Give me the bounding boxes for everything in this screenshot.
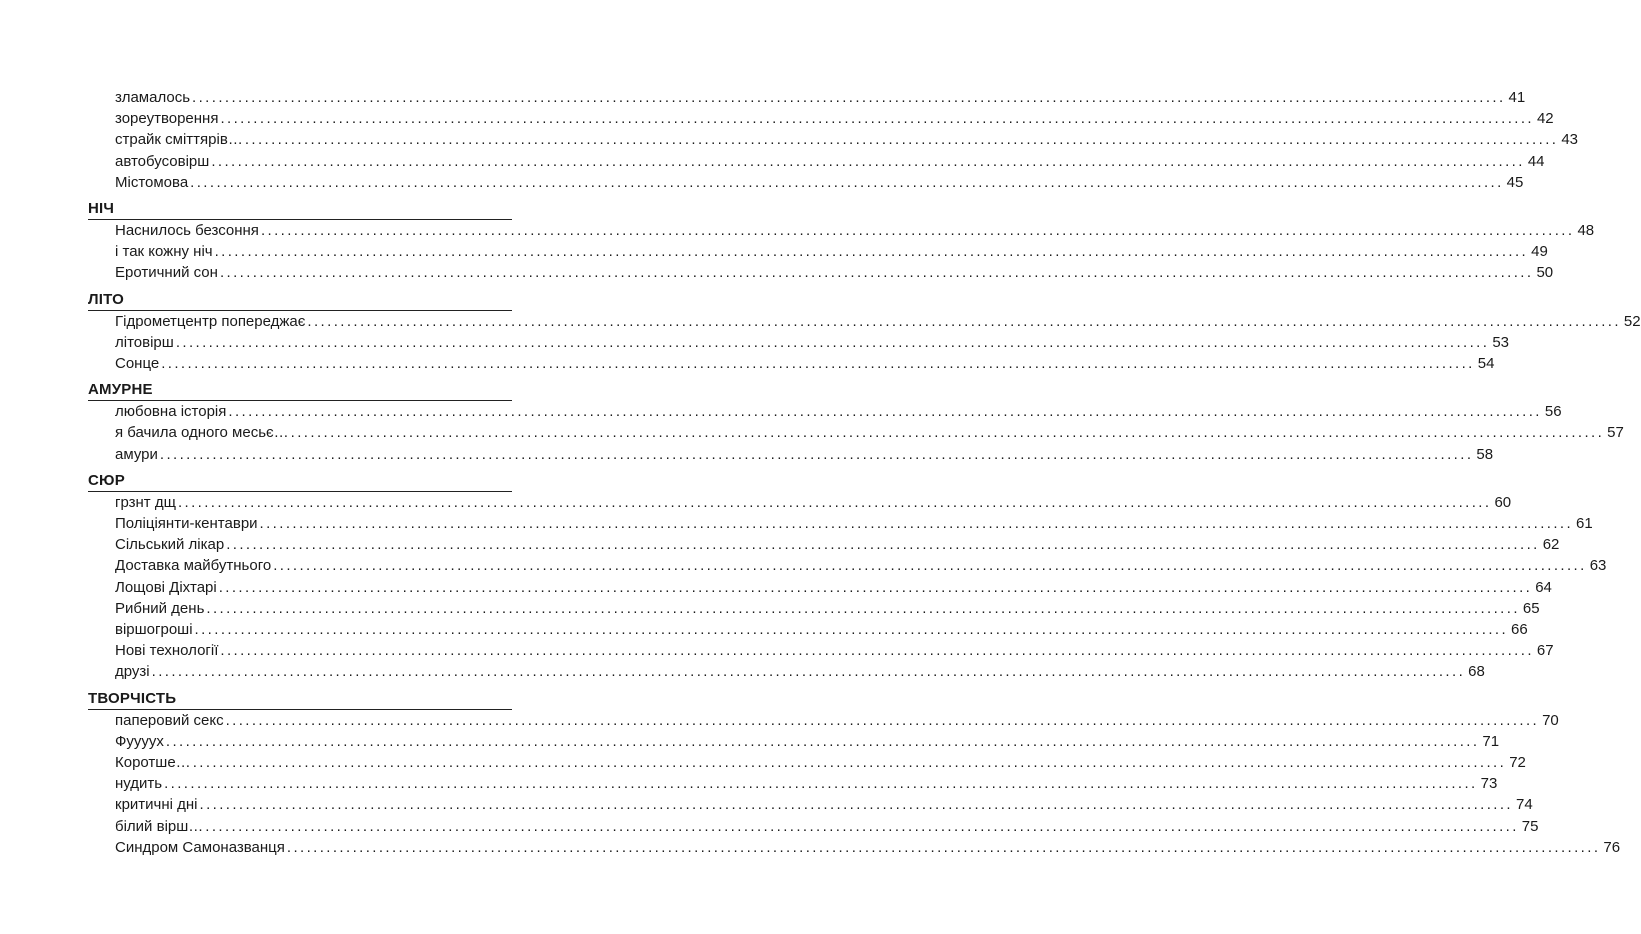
dot-leader: ........................................................................................................................................................................................................ (220, 110, 1534, 128)
page-number: 67 (1536, 642, 1554, 660)
toc-entry (0, 312, 1641, 335)
entry-title: віршогроші (115, 621, 193, 638)
page-number: 43 (1561, 131, 1579, 149)
page-number: 56 (1544, 403, 1562, 421)
page-number: 63 (1589, 557, 1607, 575)
entry-title: зламалось (115, 89, 191, 106)
toc-entry (0, 536, 1560, 558)
entry-title: Містомова (115, 173, 189, 191)
toc-entry (0, 557, 1607, 579)
entry-title: любовна історія (115, 403, 227, 421)
entry-title: амури (115, 445, 158, 463)
entry-title: автобусовірш (115, 152, 210, 170)
page-number: 61 (1576, 515, 1593, 532)
page-number: 45 (1506, 173, 1524, 191)
dot-leader: ........................................................................................................................................................................................................ (194, 621, 1509, 638)
toc-entry (0, 89, 1526, 111)
page-number: 73 (1480, 775, 1498, 793)
page-number: 49 (1531, 243, 1548, 261)
entry-title: критичні дні (115, 796, 198, 814)
dot-leader: ........................................................................................................................................................................................................ (286, 838, 1601, 856)
dot-leader: ........................................................................................................................................................................................................ (161, 355, 1475, 372)
page-number: 52 (1623, 312, 1641, 330)
section-divider (88, 219, 512, 220)
page-number: 62 (1542, 536, 1560, 554)
dot-leader: ........................................................................................................................................................................................................ (177, 493, 1492, 511)
toc-entry (0, 173, 1524, 196)
page-number: 48 (1577, 222, 1595, 239)
entry-title: Еротичний сон (115, 264, 218, 282)
dot-leader: ........................................................................................................................................................................................................ (226, 536, 1540, 554)
entry-title: Сільський лікар (115, 536, 225, 554)
entry-title: я бачила одного месьє… (115, 424, 289, 442)
page-number: 42 (1536, 110, 1554, 128)
dot-leader: ........................................................................................................................................................................................................ (159, 445, 1474, 463)
toc-entry (0, 403, 1562, 425)
dot-leader: ........................................................................................................................................................................................................ (273, 557, 1587, 575)
dot-leader: ........................................................................................................................................................................................................ (175, 333, 1490, 351)
toc-entry (0, 599, 1540, 622)
entry-title: Синдром Самоназванця (115, 838, 285, 856)
page-number: 54 (1477, 355, 1495, 372)
dot-leader: ........................................................................................................................................................................................................ (206, 599, 1520, 617)
toc-entry (0, 732, 1500, 755)
dot-leader: ........................................................................................................................................................................................................ (225, 711, 1540, 729)
entry-title: паперовий секс (115, 711, 224, 729)
entry-title: Доставка майбутнього (115, 557, 272, 575)
dot-leader: ........................................................................................................................................................................................................ (307, 312, 1621, 330)
entry-title: літовірш (115, 333, 174, 351)
entry-title: білий вірш… (115, 817, 204, 835)
entry-title: Гідрометцентр попереджає (115, 312, 306, 330)
toc-entry (0, 578, 1552, 601)
toc-entry (0, 333, 1509, 356)
toc-entry (0, 754, 1526, 776)
toc-entry (0, 355, 1495, 377)
toc-entry (0, 445, 1494, 468)
page-number: 57 (1607, 424, 1624, 442)
page-number: 68 (1468, 663, 1485, 681)
toc-entry (0, 838, 1621, 861)
page-number: 65 (1522, 599, 1540, 617)
toc-entry (0, 243, 1548, 265)
dot-leader: ........................................................................................................................................................................................................ (211, 152, 1525, 170)
page-number: 66 (1511, 621, 1528, 638)
entry-title: Поліціянти-кентаври (115, 515, 258, 532)
page-number: 72 (1509, 754, 1526, 771)
entry-title: зореутворення (115, 110, 219, 128)
entry-title: Наснилось безсоння (115, 222, 259, 239)
entry-title: Фууууx (115, 732, 164, 750)
toc-entry (0, 711, 1559, 734)
dot-leader: ........................................................................................................................................................................................................ (165, 732, 1480, 750)
page-number: 58 (1476, 445, 1494, 463)
dot-leader: ........................................................................................................................................................................................................ (260, 222, 1575, 239)
toc-entry (0, 642, 1554, 664)
toc-entry (0, 796, 1533, 818)
dot-leader: ........................................................................................................................................................................................................ (290, 424, 1605, 442)
dot-leader: ........................................................................................................................................................................................................ (244, 131, 1559, 149)
section-divider (88, 400, 512, 401)
dot-leader: ........................................................................................................................................................................................................ (190, 173, 1504, 191)
page-number: 70 (1542, 711, 1559, 729)
section-divider (88, 310, 512, 311)
dot-leader: ........................................................................................................................................................................................................ (192, 89, 1506, 106)
entry-title: грзнт дщ (115, 493, 176, 511)
toc-entry (0, 663, 1485, 685)
dot-leader: ........................................................................................................................................................................................................ (151, 663, 1466, 681)
page-number: 71 (1482, 732, 1500, 750)
entry-title: страйк сміттярів… (115, 131, 243, 149)
entry-title: і так кожну ніч (115, 243, 213, 261)
section-heading: НІЧ (88, 200, 115, 217)
entry-title: Лощові Діхтарі (115, 578, 217, 596)
entry-title: друзі (115, 663, 150, 681)
entry-title: Сонце (115, 355, 160, 372)
page-number: 74 (1516, 796, 1533, 814)
dot-leader: ........................................................................................................................................................................................................ (220, 642, 1534, 660)
toc-entry (0, 110, 1554, 132)
section-heading: СЮР (88, 471, 125, 489)
dot-leader: ........................................................................................................................................................................................................ (205, 817, 1519, 835)
dot-leader: ........................................................................................................................................................................................................ (199, 796, 1513, 814)
entry-title: Коротше… (115, 754, 191, 771)
toc-entry (0, 152, 1545, 175)
toc-entry (0, 515, 1593, 537)
page-number: 75 (1521, 817, 1539, 835)
entry-title: Нові технології (115, 642, 219, 660)
page-number: 76 (1603, 838, 1621, 856)
toc-entry (0, 775, 1498, 797)
section-heading: ЛІТО (88, 290, 124, 308)
section-heading: ТВОРЧІСТЬ (88, 689, 177, 707)
page-number: 41 (1508, 89, 1526, 106)
page-number: 60 (1494, 493, 1512, 511)
dot-leader: ........................................................................................................................................................................................................ (218, 578, 1533, 596)
entry-title: нудить (115, 775, 163, 793)
toc-entry (0, 817, 1539, 840)
page-number: 44 (1527, 152, 1545, 170)
toc-entry (0, 621, 1528, 643)
page-number: 50 (1536, 264, 1554, 282)
entry-title: Рибний день (115, 599, 205, 617)
toc-entry (0, 264, 1554, 286)
section-divider (88, 491, 512, 492)
dot-leader: ........................................................................................................................................................................................................ (192, 754, 1507, 771)
toc-entry (0, 424, 1624, 446)
dot-leader: ........................................................................................................................................................................................................ (214, 243, 1529, 261)
toc-entry (0, 222, 1595, 244)
section-heading: АМУРНЕ (88, 381, 153, 399)
dot-leader: ........................................................................................................................................................................................................ (259, 515, 1574, 532)
toc-entry (0, 131, 1579, 153)
page-number: 53 (1492, 333, 1509, 351)
dot-leader: ........................................................................................................................................................................................................ (228, 403, 1542, 421)
dot-leader: ........................................................................................................................................................................................................ (164, 775, 1478, 793)
toc-entry (0, 493, 1512, 516)
section-divider (88, 709, 512, 710)
dot-leader: ........................................................................................................................................................................................................ (219, 264, 1534, 282)
page-number: 64 (1535, 578, 1552, 596)
